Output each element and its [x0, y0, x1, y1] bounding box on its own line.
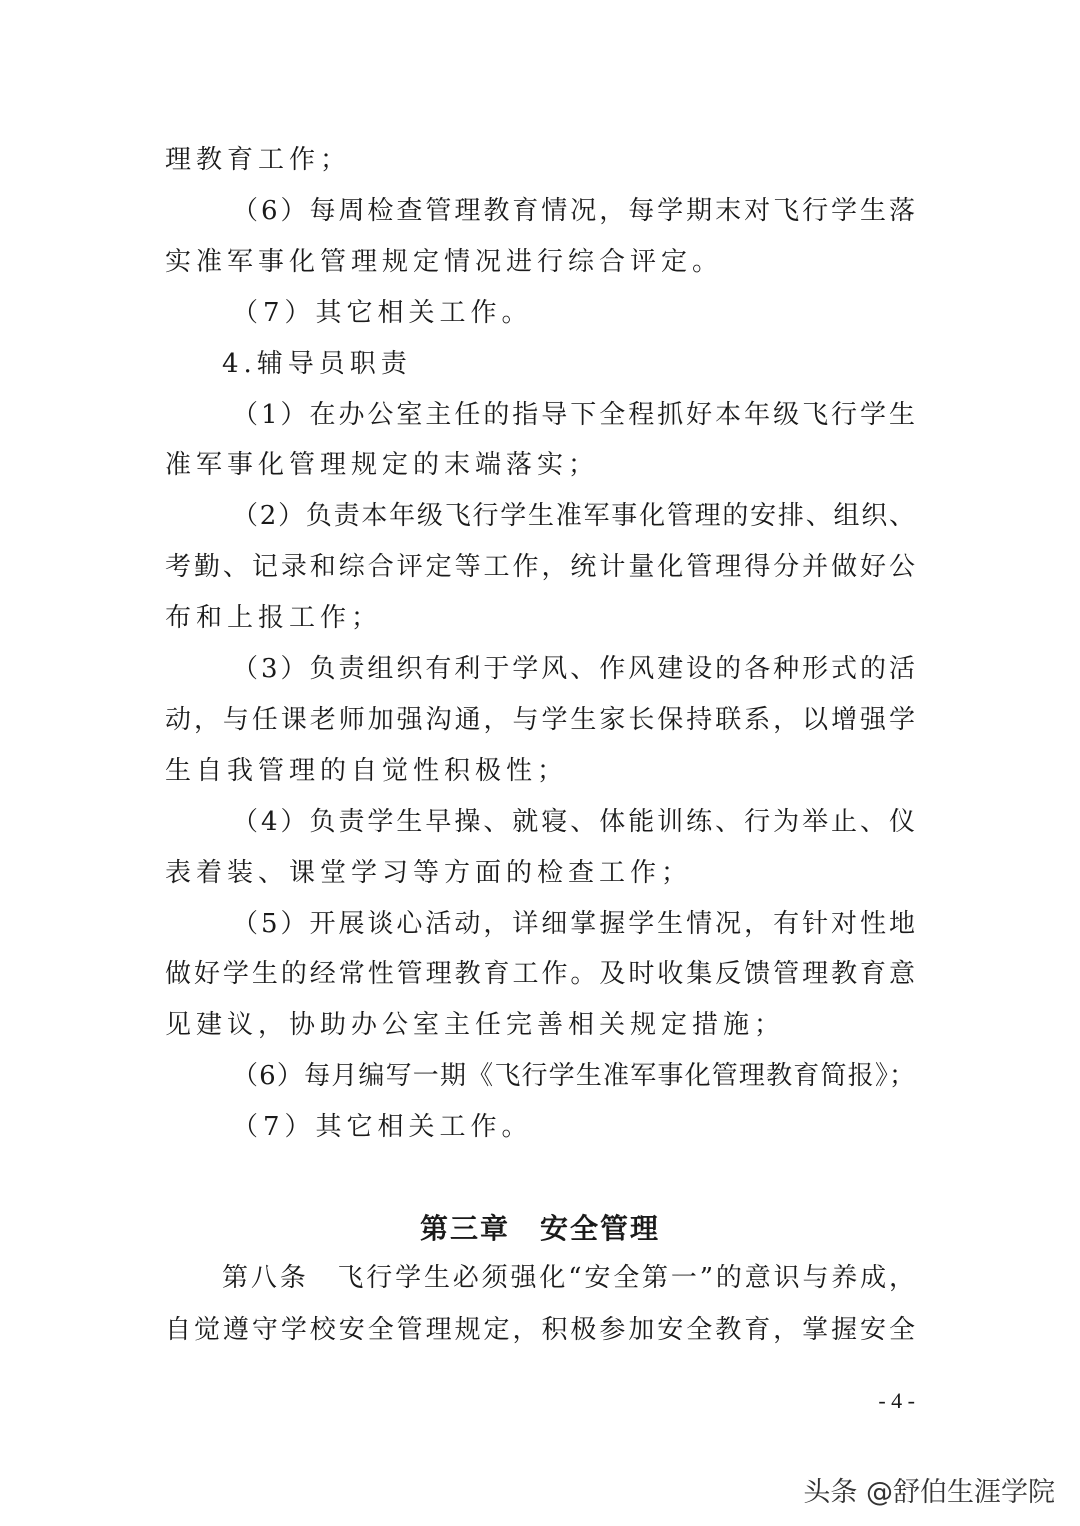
text-line: （4）负责学生早操、就寝、体能训练、行为举止、仪	[232, 806, 915, 837]
text-line: （7）其它相关工作。	[232, 1112, 533, 1143]
text-line: 布和上报工作；	[165, 603, 383, 634]
text-line: （1）在办公室主任的指导下全程抓好本年级飞行学生	[232, 399, 915, 430]
text-line: （7）其它相关工作。	[232, 297, 533, 328]
text-line: （6）每月编写一期《飞行学生准军事化管理教育简报》；	[232, 1061, 915, 1092]
text-line: 准军事化管理规定的末端落实；	[165, 450, 600, 481]
text-line: 自觉遵守学校安全管理规定，积极参加安全教育，掌握安全	[165, 1314, 915, 1345]
text-line: 第八条 飞行学生必须强化“安全第一”的意识与养成，	[222, 1263, 915, 1293]
text-line: 4.辅导员职责	[222, 348, 412, 379]
text-line: 见建议，协助办公室主任完善相关规定措施；	[165, 1010, 786, 1041]
text-line: 表着装、课堂学习等方面的检查工作；	[165, 857, 693, 888]
chapter-heading: 第三章 安全管理	[419, 1212, 660, 1245]
text-line: （5）开展谈心活动，详细掌握学生情况，有针对性地	[232, 908, 915, 939]
text-line: 做好学生的经常性管理教育工作。及时收集反馈管理教育意	[165, 959, 915, 990]
text-line: 理教育工作；	[165, 145, 352, 175]
text-line: （3）负责组织有利于学风、作风建设的各种形式的活	[232, 654, 915, 684]
text-line: （6）每周检查管理教育情况，每学期末对飞行学生落	[232, 195, 915, 226]
page-number: - 4 -	[878, 1388, 915, 1413]
text-line: （2）负责本年级飞行学生准军事化管理的安排、组织、	[232, 501, 915, 532]
text-line: 动，与任课老师加强沟通，与学生家长保持联系，以增强学	[165, 704, 915, 735]
text-line: 考勤、记录和综合评定等工作，统计量化管理得分并做好公	[165, 552, 915, 583]
text-line: 实准军事化管理规定情况进行综合评定。	[165, 246, 724, 277]
watermark: 头条 @舒伯生涯学院	[803, 1477, 1055, 1508]
text-line: 生自我管理的自觉性积极性；	[165, 755, 569, 786]
